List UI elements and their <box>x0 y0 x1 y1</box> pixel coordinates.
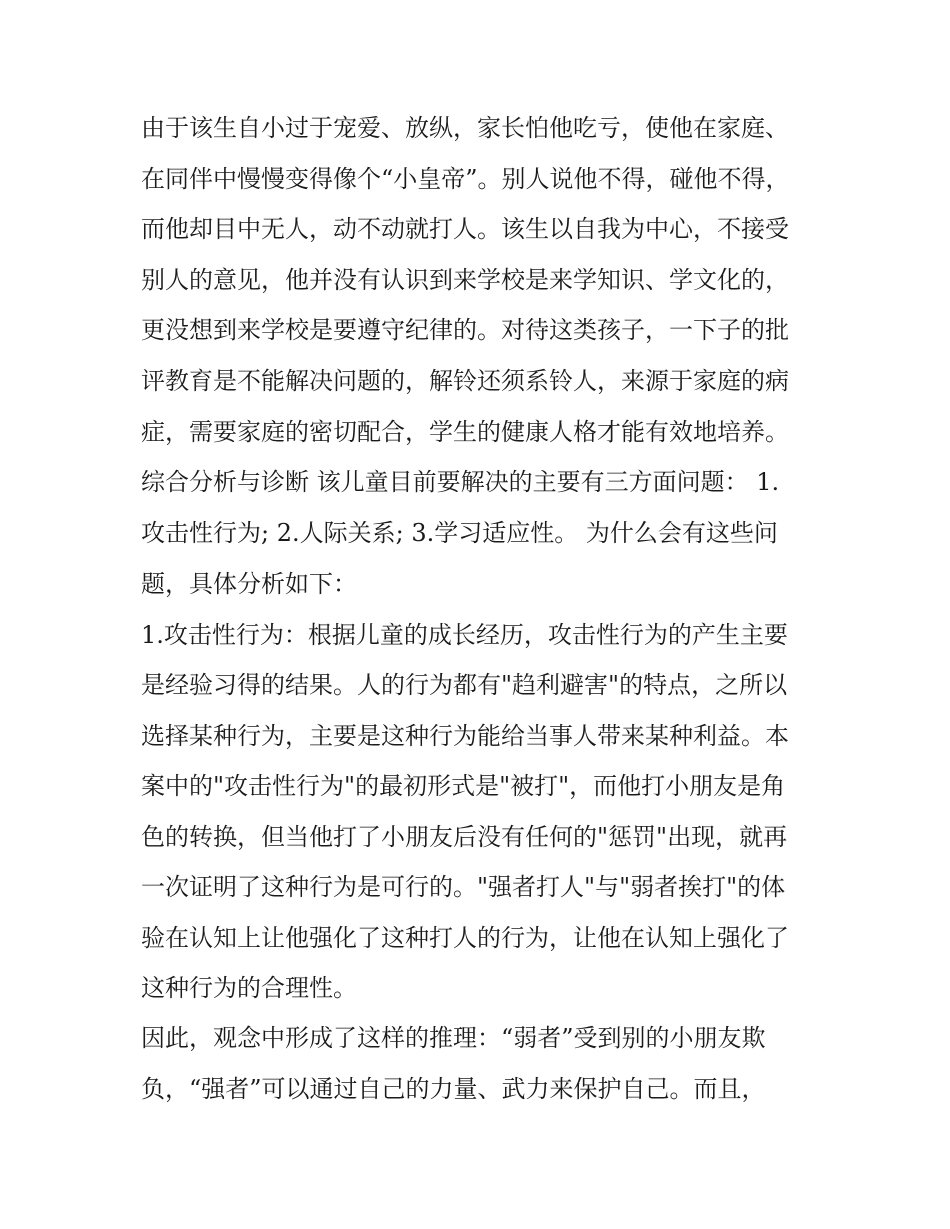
text-line: 一次证明了这种行为是可行的。"强者打人"与"弱者挨打"的体 <box>141 873 786 901</box>
text-line: 症，需要家庭的密切配合，学生的健康人格才能有效地培养。 <box>141 418 789 446</box>
text-line: 而他却目中无人，动不动就打人。该生以自我为中心，不接受 <box>141 215 789 243</box>
text-line: 题，具体分析如下： <box>141 570 357 598</box>
text-line: 在同伴中慢慢变得像个“小皇帝”。别人说他不得，碰他不得， <box>141 165 790 193</box>
text-line: 负，“强者”可以通过自己的力量、武力来保护自己。而且， <box>141 1075 766 1103</box>
text-line: 是经验习得的结果。人的行为都有"趋利避害"的特点，之所以 <box>141 671 788 699</box>
text-line: 综合分析与诊断 该儿童目前要解决的主要有三方面问题： 1. <box>141 468 780 496</box>
text-line: 案中的"攻击性行为"的最初形式是"被打"，而他打小朋友是角 <box>141 772 786 800</box>
text-line: 评教育是不能解决问题的，解铃还须系铃人，来源于家庭的病 <box>141 367 789 395</box>
text-line: 攻击性行为; 2.人际关系; 3.学习适应性。 为什么会有这些问 <box>141 519 778 547</box>
text-line: 更没想到来学校是要遵守纪律的。对待这类孩子，一下子的批 <box>141 316 789 344</box>
text-line: 因此，观念中形成了这样的推理：“弱者”受到别的小朋友欺 <box>141 1024 766 1052</box>
text-line: 1.攻击性行为：根据儿童的成长经历，攻击性行为的产生主要 <box>141 621 788 649</box>
text-line: 别人的意见，他并没有认识到来学校是来学知识、学文化的， <box>141 266 789 294</box>
text-line: 选择某种行为，主要是这种行为能给当事人带来某种利益。本 <box>141 722 789 750</box>
text-line: 验在认知上让他强化了这种打人的行为，让他在认知上强化了 <box>141 924 789 952</box>
text-line: 由于该生自小过于宠爱、放纵，家长怕他吃亏，使他在家庭、 <box>141 114 789 142</box>
text-line: 色的转换，但当他打了小朋友后没有任何的"惩罚"出现，就再 <box>141 823 788 851</box>
text-line: 这种行为的合理性。 <box>141 974 357 1002</box>
